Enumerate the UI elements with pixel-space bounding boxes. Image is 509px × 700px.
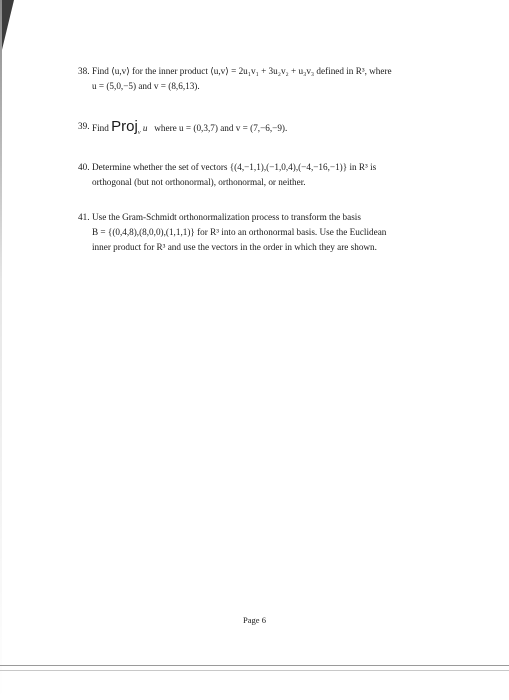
proj-subscript: v [137, 129, 141, 136]
problem-text [92, 64, 392, 94]
scan-corner-shadow [0, 0, 14, 58]
problem-line: Determine whether the set of vectors {(4,−1,1),(−1,0,4),(−4,−16,−1)} in R³ is [92, 162, 377, 172]
problem-number: 40. [78, 162, 90, 172]
problem-text [92, 119, 287, 134]
problem-line: inner product for R³ and use the vectors in the order in which they are shown. [92, 242, 377, 252]
problem-number: 38. [78, 66, 90, 76]
scan-left-edge [0, 0, 2, 700]
scan-bottom-rule [0, 670, 509, 671]
problem-line: u = (5,0,−5) and v = (8,6,13). [92, 81, 200, 91]
problem-line: orthogonal (but not orthonormal), orthonormal, or neither. [92, 177, 306, 187]
problem-number: 39. [78, 121, 90, 131]
scan-bottom-rule [0, 665, 509, 666]
proj-operator: Proj [111, 118, 138, 135]
page-number: Page 6 [243, 615, 266, 625]
problem-line: B = {(0,4,8),(8,0,0),(1,1,1)} for R³ into an orthonormal basis. Use the Euclidean [92, 227, 387, 237]
problem-line: Use the Gram-Schmidt orthonormalization process to transform the basis [92, 212, 361, 222]
problem-text [92, 160, 376, 190]
proj-argument: u [142, 123, 148, 133]
problem-number: 41. [78, 212, 90, 222]
problem-text [92, 210, 386, 255]
problem-line: where u = (0,3,7) and v = (7,−6,−9). [154, 123, 288, 133]
find-word: Find [92, 123, 109, 133]
problem-line: Find ⟨u,v⟩ for the inner product ⟨u,v⟩ = 2u₁v₁ + 3u₂v₂ + u₃v₃ defined in R³, where [92, 66, 392, 76]
